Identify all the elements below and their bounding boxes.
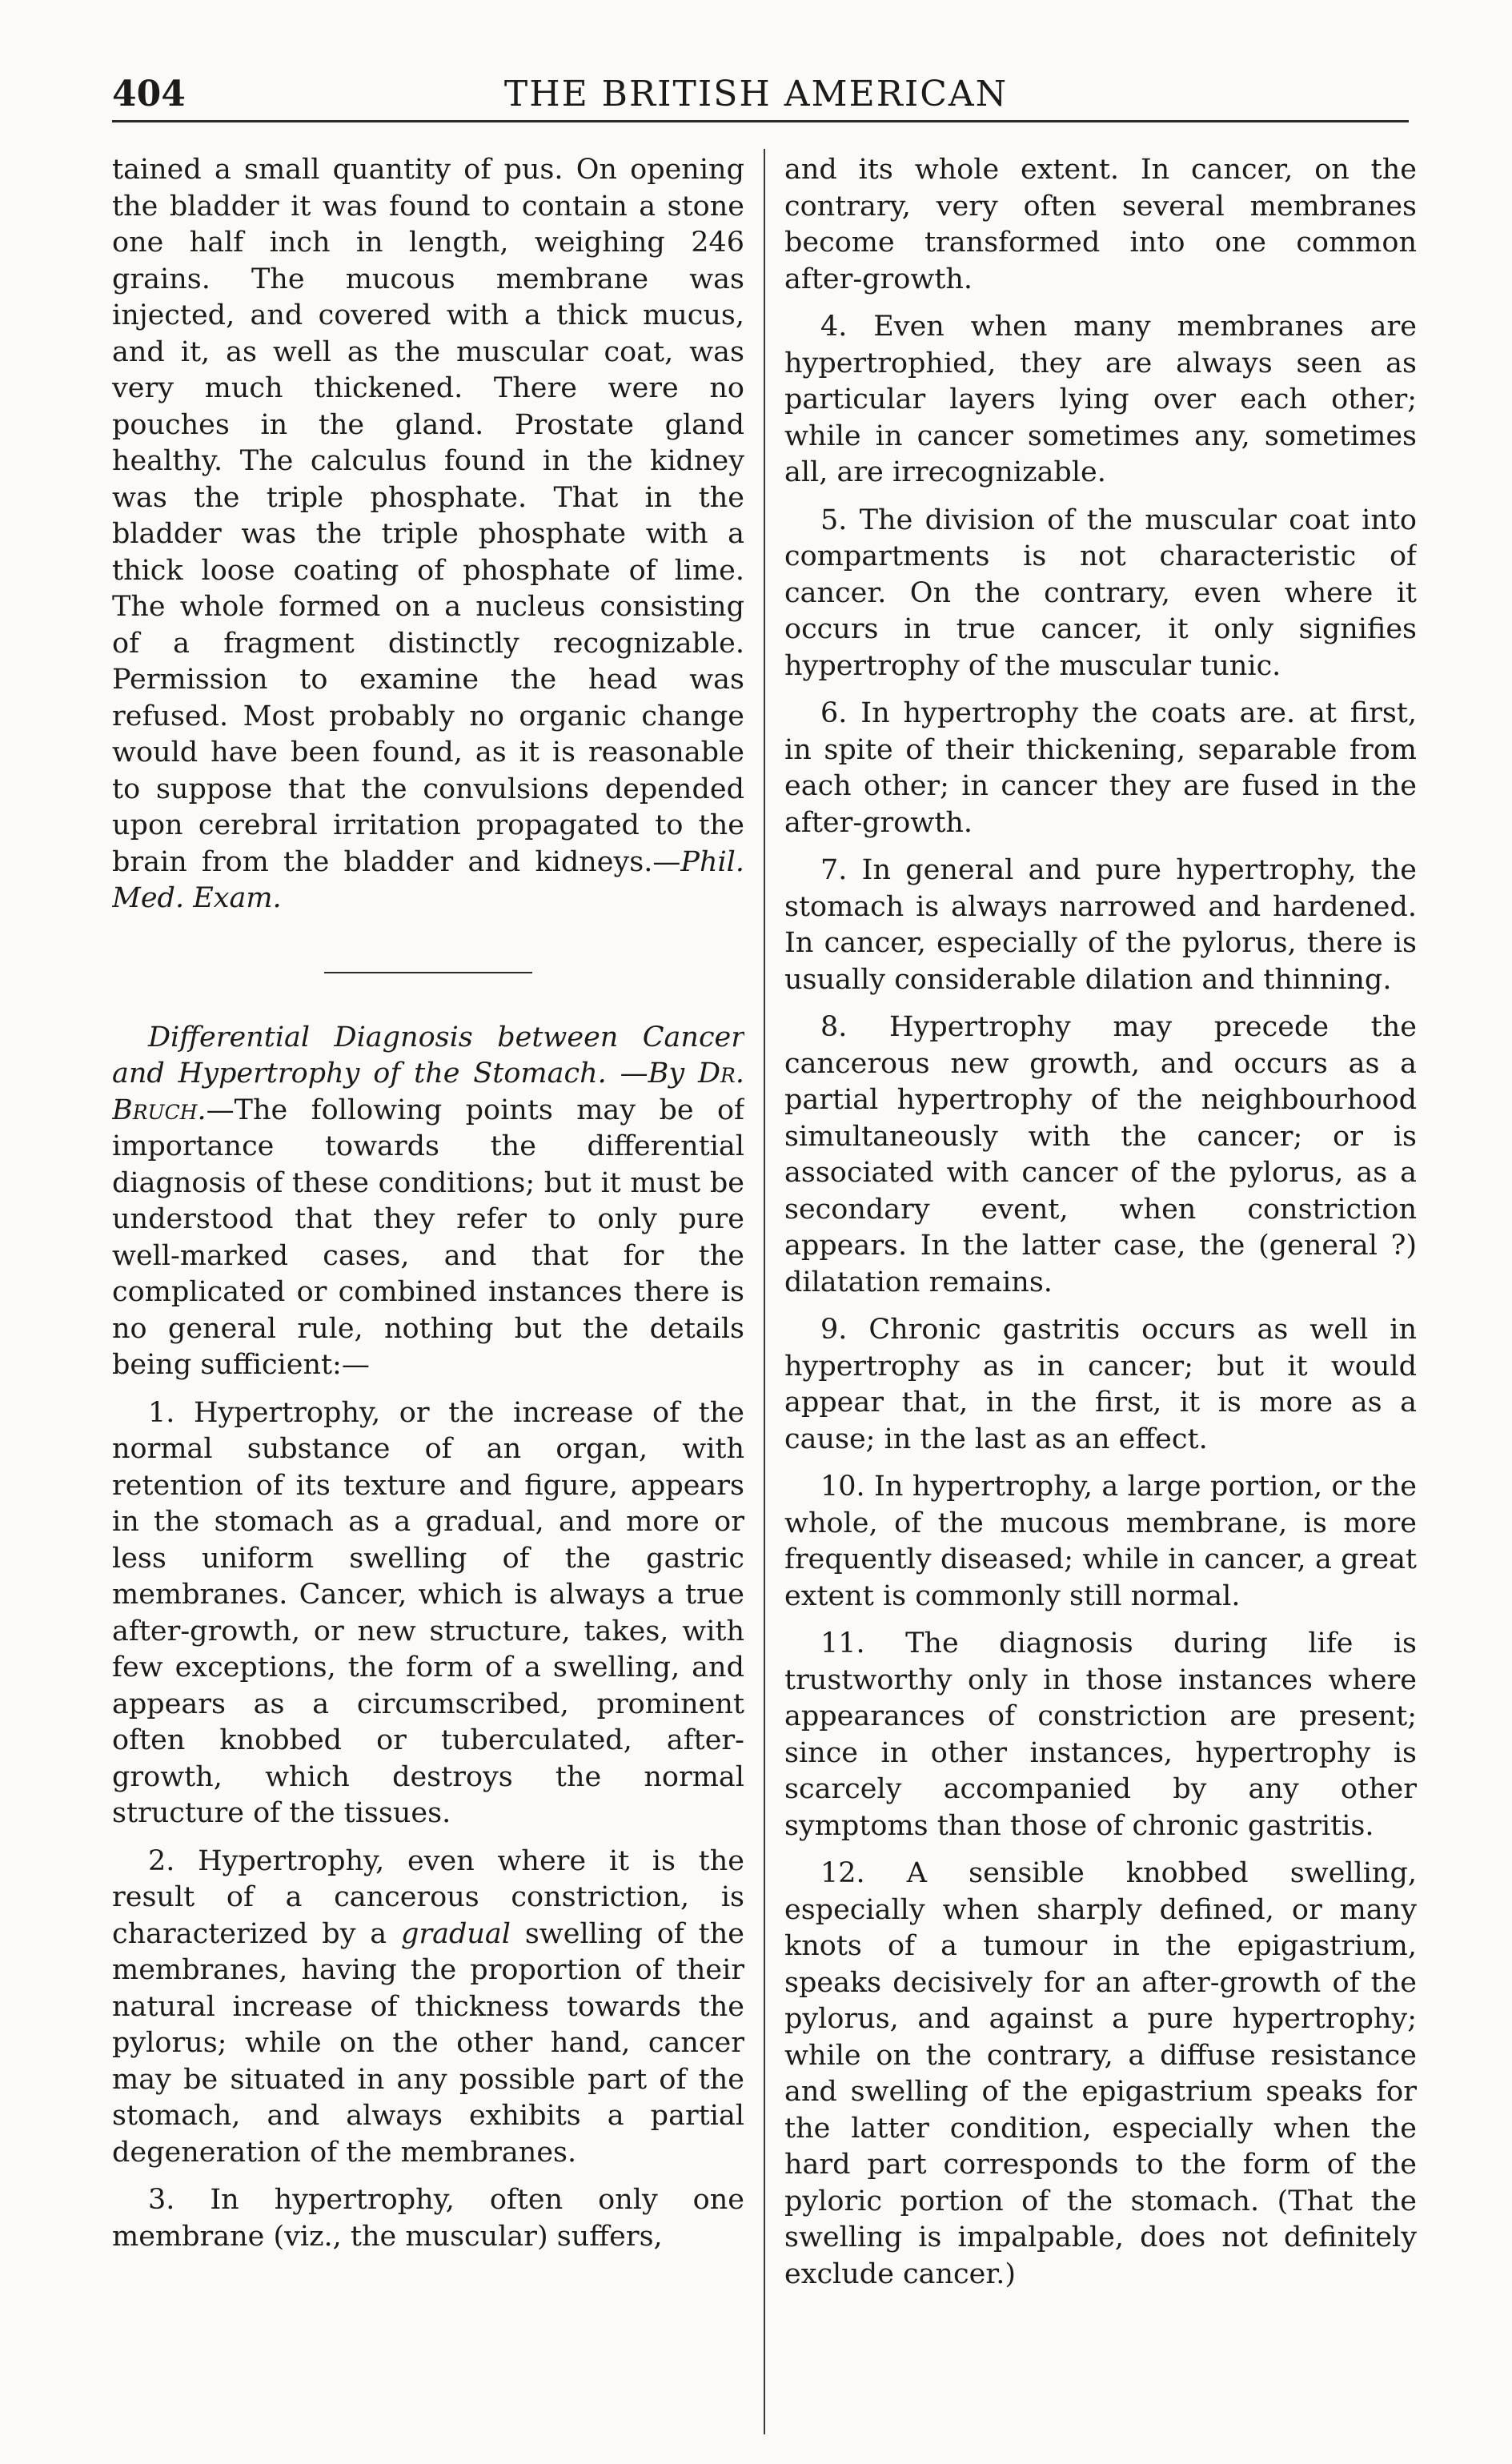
article-title: Differential Diagnosis between Cancer and Hypertrophy of the Stomach. [112, 1021, 744, 1090]
numbered-point-10: 10. In hypertrophy, a large portion, or the whole, of the mucous membrane, is more frequently diseased; while in cancer, a great extent is commonly still normal. [784, 1471, 1417, 1612]
right-column [784, 152, 1417, 2426]
article-author: Dr. Bruch. [112, 1057, 744, 1126]
article-heading [112, 1020, 744, 1384]
left-column [112, 152, 744, 2426]
article-intro: —The following points may be of importance towards the differential diagnosis of these conditions; but it must be understood that they refer to only pure well-marked cases, and that for the complicated or combined instances there is no general rule, nothing but the details being sufficient:— [112, 1094, 744, 1381]
numbered-point-8: 8. Hypertrophy may precede the cancerous new growth, and occurs as a partial hypertrophy of the neighbourhood simultaneously with the cancer; or is associated with cancer of the pylorus, as a secondary event, when constriction appears. In the latter case, the (general ?) dilatation remains. [784, 1011, 1417, 1298]
numbered-point-5: 5. The division of the muscular coat into compartments is not characteristic of cancer. On the contrary, even where it occurs in true cancer, it only signifies hypertrophy of the muscular tunic. [784, 504, 1417, 682]
numbered-point-11: 11. The diagnosis during life is trustworthy only in those instances where appearances of constriction are present; since in other instances, hypertrophy is scarcely accompanied by any other symptoms than those of chronic gastritis. [784, 1627, 1417, 1842]
numbered-point-7: 7. In general and pure hypertrophy, the stomach is always narrowed and hardened. In cancer, especially of the pylorus, there is usually considerable dilation and thinning. [784, 854, 1417, 996]
numbered-point-4: 4. Even when many membranes are hypertrophied, they are always seen as particular layers lying over each other; while in cancer sometimes any, sometimes all, are irrecognizable. [784, 311, 1417, 488]
point-3-continued: and its whole extent. In cancer, on the contrary, very often several membranes become transformed into one common after-growth. [784, 154, 1417, 295]
page-number: 404 [112, 74, 186, 114]
journal-title: THE BRITISH AMERICAN [503, 74, 1009, 114]
numbered-point-3: 3. In hypertrophy, often only one membrane (viz., the muscular) suffers, [112, 2184, 744, 2253]
continued-text: tained a small quantity of pus. On opening the bladder it was found to contain a stone one half inch in length, weighing 246 grains. The mucous membrane was injected, and covered with a thick mucus, and it, as well as the muscular coat, was very much thickened. There were no pouches in the gland. Prostate gland healthy. The calculus found in the kidney was the triple phosphate. That in the bladder was the triple phosphate with a thick loose coating of phosphate of lime. The whole formed on a nucleus consisting of a fragment distinctly recognizable. Permission to examine the head was refused. Most probably no organic change would have been found, as it is reasonable to suppose that the convulsions depended upon cerebral irritation propagated to the brain from the bladder and kidneys.— [112, 154, 744, 878]
section-divider [324, 972, 532, 973]
continued-paragraph [112, 152, 744, 917]
column-divider [764, 149, 765, 2434]
numbered-point-1: 1. Hypertrophy, or the increase of the normal substance of an organ, with retention of its texture and figure, appears in the stomach as a gradual, and more or less uniform swelling of the gastric membranes. Cancer, which is always a true after-growth, or new structure, takes, with few exceptions, the form of a swelling, and appears as a circumscribed, prominent often knobbed or tuberculated, after-growth, which destroys the normal structure of the tissues. [112, 1396, 744, 1829]
point-2-text-a: 2. Hypertrophy, even where it is the result of a cancerous constriction, is characterized by a [112, 1844, 744, 1950]
source-citation: Phil. Med. Exam. [112, 845, 744, 914]
running-head [0, 62, 1512, 118]
numbered-point-12: 12. A sensible knobbed swelling, especially when sharply defined, or many knots of a tumour in the epigastrium, speaks decisively for an after-growth of the pylorus, and against a pure hypertrophy; while on the contrary, a diffuse resistance and swelling of the epigastrium speaks for the latter condition, especially when the hard part corresponds to the form of the pyloric portion of the stomach. (That the swelling is impalpable, does not definitely exclude cancer.) [784, 1857, 1417, 2290]
point-2-text-b: swelling of the membranes, having the proportion of their natural increase of thickness towards the pylorus; while on the other hand, cancer may be situated in any possible part of the stomach, and always exhibits a partial degeneration of the membranes. [112, 1917, 744, 2169]
byline-prefix: —By [620, 1057, 685, 1090]
numbered-point-6: 6. In hypertrophy the coats are. at first, in spite of their thickening, separable from each other; in cancer they are fused in the after-growth. [784, 697, 1417, 839]
numbered-point-9: 9. Chronic gastritis occurs as well in hypertrophy as in cancer; but it would appear that, in the first, it is more as a cause; in the last as an effect. [784, 1314, 1417, 1455]
header-rule [112, 120, 1409, 122]
numbered-point-2 [112, 1844, 744, 2172]
point-2-emphasis: gradual [400, 1917, 511, 1950]
